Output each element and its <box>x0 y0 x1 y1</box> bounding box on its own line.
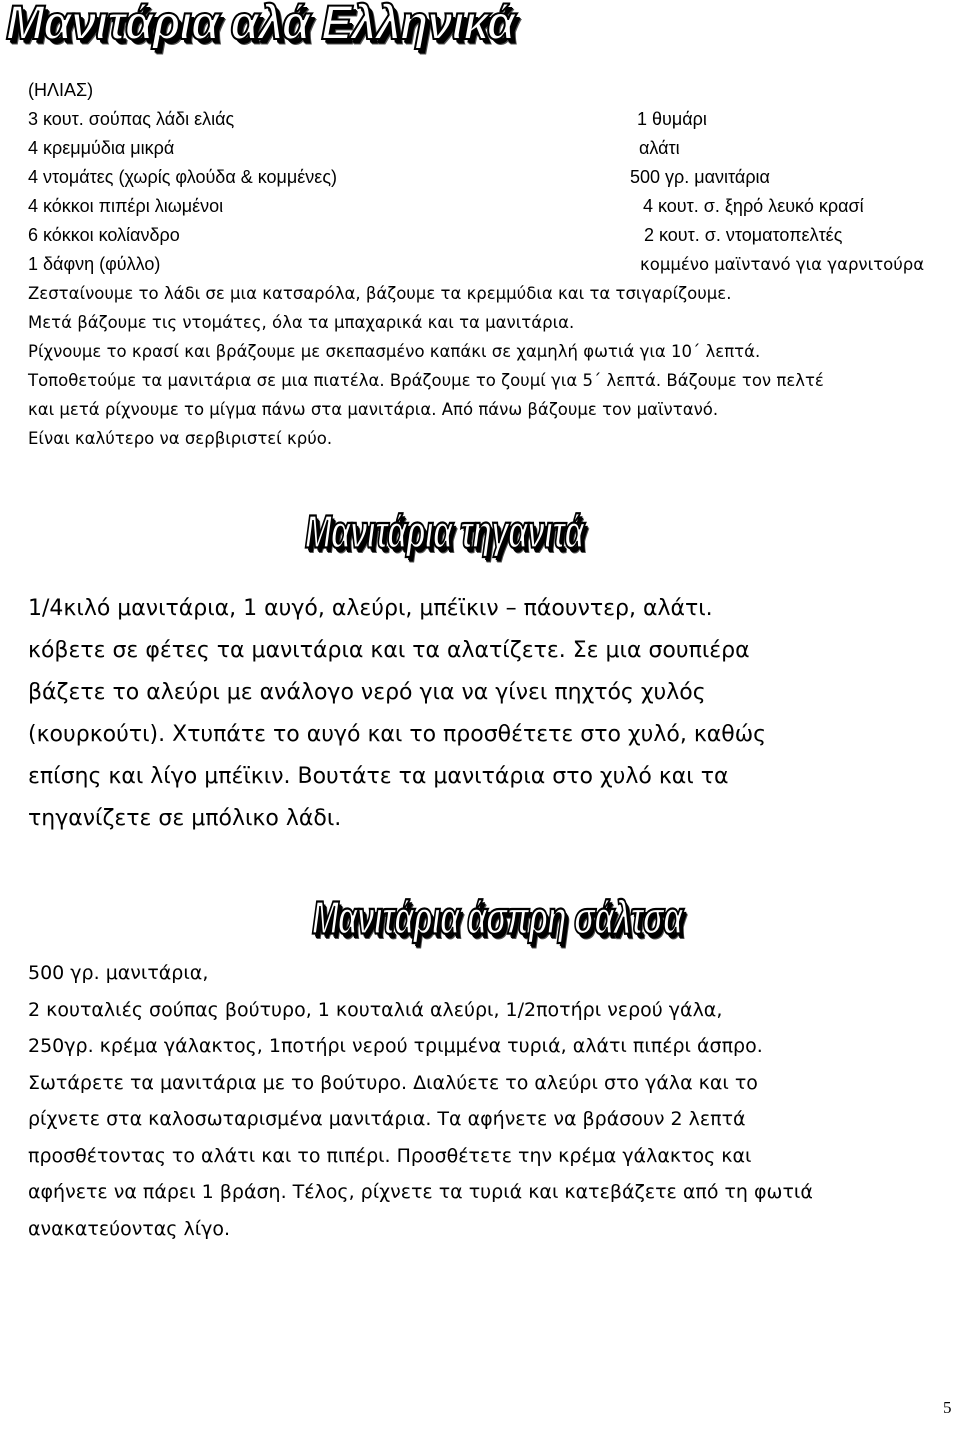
page-number: 5 <box>943 1398 952 1417</box>
recipe2-body <box>28 588 948 840</box>
recipe3-line: αφήνετε να πάρει 1 βράση. Τέλος, ρίχνετε τα τυριά και κατεβάζετε από τη φωτιά <box>28 1181 813 1203</box>
ingredient-row <box>28 163 948 192</box>
recipe2-line: τηγανίζετε σε μπόλικο λάδι. <box>28 806 342 831</box>
recipe1-title: Μανιτάρια αλά Ελληνικά <box>6 0 515 50</box>
recipe2-line: 1/4κιλό μανιτάρια, 1 αυγό, αλεύρι, μπέϊκιν – πάουντερ, αλάτι. <box>28 596 713 621</box>
recipe2-line: κόβετε σε φέτες τα μανιτάρια και τα αλατίζετε. Σε μια σουπιέρα <box>28 638 750 663</box>
ingredient-right: κομμένο μαϊντανό για γαρνιτούρα <box>640 255 925 274</box>
ingredient-right: 2 κουτ. σ. ντοματοπελτές <box>644 225 843 245</box>
ingredient-left: 3 κουτ. σούπας λάδι ελιάς <box>28 109 235 129</box>
ingredient-right: αλάτι <box>639 138 680 158</box>
ingredient-left: 4 ντομάτες (χωρίς φλούδα & κομμένες) <box>28 167 337 187</box>
ingredient-left: 4 κρεμμύδια μικρά <box>28 138 175 158</box>
recipe1-author: (ΗΛΙΑΣ) <box>28 80 94 100</box>
ingredient-row <box>28 192 948 221</box>
ingredient-left: 4 κόκκοι πιπέρι λιωμένοι <box>28 196 224 216</box>
ingredient-right: 500 γρ. μανιτάρια <box>630 167 770 187</box>
recipe1-step: Ρίχνουμε το κρασί και βράζουμε με σκεπασμένο καπάκι σε χαμηλή φωτιά για 10΄ λεπτά. <box>28 342 761 361</box>
ingredient-row <box>28 134 948 163</box>
recipe3-line: 2 κουταλιές σούπας βούτυρο, 1 κουταλιά αλεύρι, 1/2ποτήρι νερού γάλα, <box>28 998 723 1021</box>
recipe3-line: προσθέτοντας το αλάτι και το πιπέρι. Προσθέτετε την κρέμα γάλακτος και <box>28 1144 752 1167</box>
ingredient-row <box>28 250 948 279</box>
recipe1-step: και μετά ρίχνουμε το μίγμα πάνω στα μανιτάρια. Από πάνω βάζουμε τον μαϊντανό. <box>28 400 719 419</box>
recipe2-title: Μανιτάρια τηγανιτά <box>305 507 584 558</box>
recipe3-line: ρίχνετε στα καλοσωταρισμένα μανιτάρια. Τα αφήνετε να βράσουν 2 λεπτά <box>28 1108 746 1130</box>
ingredient-row <box>28 105 948 134</box>
recipe3-line: ανακατεύοντας λίγο. <box>28 1217 231 1240</box>
recipe1-step: Ζεσταίνουμε το λάδι σε μια κατσαρόλα, βάζουμε τα κρεμμύδια και τα τσιγαρίζουμε. <box>28 284 732 303</box>
recipe2-line: (κουρκούτι). Χτυπάτε το αυγό και το προσθέτετε στο χυλό, καθώς <box>28 722 767 747</box>
recipe3-body <box>28 955 948 1247</box>
recipe1-step: Τοποθετούμε τα μανιτάρια σε μια πιατέλα. Βράζουμε το ζουμί για 5΄ λεπτά. Βάζουμε τον πελτέ <box>28 371 824 390</box>
recipe3-title: Μανιτάρια άσπρη σάλτσα <box>312 893 683 944</box>
recipe1-body <box>28 76 948 453</box>
ingredient-right: 1 θυμάρι <box>637 109 707 129</box>
ingredient-row <box>28 221 948 250</box>
ingredient-right: 4 κουτ. σ. ξηρό λευκό κρασί <box>643 196 864 216</box>
recipe2-line: βάζετε το αλεύρι με ανάλογο νερό για να γίνει πηχτός χυλός <box>28 680 706 705</box>
recipe1-author-row <box>28 76 948 105</box>
recipe1-step: Είναι καλύτερο να σερβιριστεί κρύο. <box>28 429 333 448</box>
ingredient-left: 6 κόκκοι κολίανδρο <box>28 225 180 245</box>
recipe2-line: επίσης και λίγο μπέϊκιν. Βουτάτε τα μανιτάρια στο χυλό και τα <box>28 764 729 789</box>
recipe3-line: 500 γρ. μανιτάρια, <box>28 962 209 984</box>
recipe1-step: Μετά βάζουμε τις ντομάτες, όλα τα μπαχαρικά και τα μανιτάρια. <box>28 313 575 332</box>
ingredient-left: 1 δάφνη (φύλλο) <box>28 254 161 274</box>
recipe3-line: Σωτάρετε τα μανιτάρια με το βούτυρο. Διαλύετε το αλεύρι στο γάλα και το <box>28 1071 758 1094</box>
recipe3-line: 250γρ. κρέμα γάλακτος, 1ποτήρι νερού τριμμένα τυριά, αλάτι πιπέρι άσπρο. <box>28 1035 763 1057</box>
